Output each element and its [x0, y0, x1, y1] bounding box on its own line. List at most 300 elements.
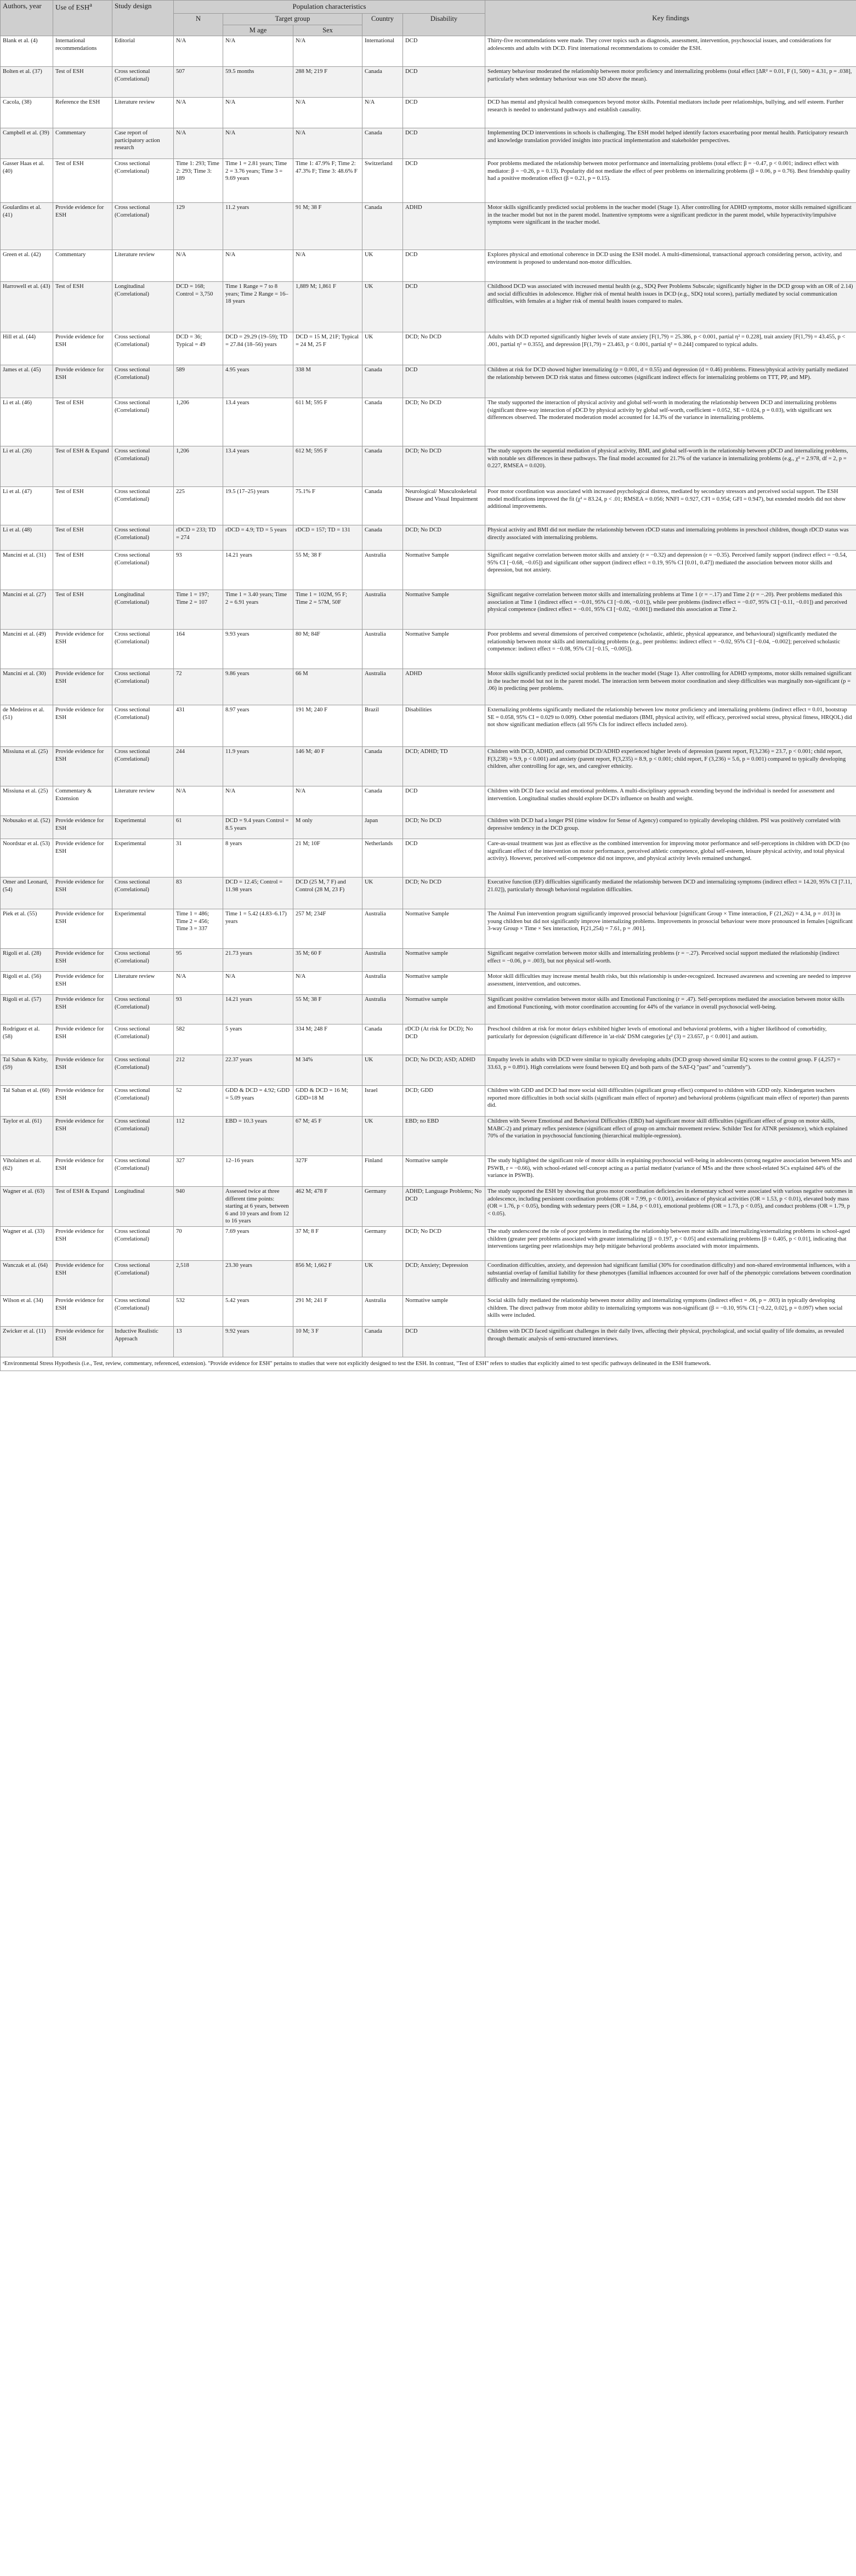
table-row [1, 590, 856, 630]
cell-key-findings: Children with GDD and DCD had more social skill difficulties (significant group effect) compared to children with GDD only. Kindergarten teachers reported more difficulties in both social skills (significant main effect of reporter) and behavioral problems (significant main effect of reporter) than parents did. [485, 1086, 856, 1117]
cell-study-design: Cross sectional (Correlational) [112, 877, 174, 909]
cell-n: 93 [174, 551, 223, 590]
cell-m-age: 8.97 years [223, 705, 293, 747]
cell-study-design: Cross sectional (Correlational) [112, 747, 174, 786]
cell-use-of-esh: Test of ESH [53, 590, 112, 630]
cell-country: Canada [362, 525, 403, 551]
cell-n: Time 1 = 197; Time 2 = 107 [174, 590, 223, 630]
cell-n: 61 [174, 816, 223, 839]
cell-authors: Cacola, (38) [1, 98, 53, 128]
cell-m-age: DCD = 29.29 (19–59); TD = 27.84 (18–56) years [223, 332, 293, 365]
cell-sex: 856 M; 1,662 F [293, 1260, 362, 1295]
cell-m-age: Time 1 = 2.81 years; Time 2 = 3.76 years; Time 3 = 9.69 years [223, 159, 293, 203]
table-row [1, 159, 856, 203]
cell-key-findings: The study supports the sequential mediation of physical activity, BMI, and global self-worth in the relationship between pDCD and internalizing problems, with notable sex differences in these pathways. The final model accounted for 21.7% of the variance in internalizing problems (e.g., χ² = 2.978, df = 2, p = 0.227, RMSEA = 0.020). [485, 446, 856, 487]
cell-n: Time 1: 293; Time 2: 293; Time 3: 189 [174, 159, 223, 203]
cell-disability: DCD; No DCD [403, 332, 485, 365]
cell-n: N/A [174, 128, 223, 159]
cell-use-of-esh: Provide evidence for ESH [53, 972, 112, 995]
cell-use-of-esh: Test of ESH [53, 487, 112, 525]
cell-key-findings: The Animal Fun intervention program significantly improved prosocial behaviour [significant Group × Time interaction, F (21,262) = 4.34, p = .013] in young children but did not significantly improve internalizing problems. Improvements in prosocial behaviour were more pronounced in females [significant 3-way Group × Time × Sex interaction, F(21,254) = 7.61, p = .001]. [485, 909, 856, 949]
cell-sex: 291 M; 241 F [293, 1295, 362, 1326]
cell-use-of-esh: Test of ESH [53, 282, 112, 332]
cell-study-design: Longitudinal (Correlational) [112, 282, 174, 332]
cell-key-findings: Thirty-five recommendations were made. They cover topics such as diagnosis, assessment, intervention, psychosocial issues, and considerations for adolescents and adults with DCD. First international recommendations to consider the ESH. [485, 36, 856, 67]
table-row [1, 250, 856, 282]
cell-sex: 75.1% F [293, 487, 362, 525]
cell-authors: Wanczak et al. (64) [1, 1260, 53, 1295]
cell-n: 164 [174, 630, 223, 669]
cell-disability: rDCD (At risk for DCD); No DCD [403, 1024, 485, 1055]
cell-key-findings: Social skills fully mediated the relationship between motor ability and internalizing symptoms (indirect effect = .06, p = .003) in typically developing children. The direct pathway from motor ability to internalizing symptoms was non-significant (β = −0.10, 95% CI [−0.22, 0.02], p = 0.097) when social skills were included. [485, 1295, 856, 1326]
cell-m-age: 14.21 years [223, 551, 293, 590]
cell-m-age: Time 1 = 3.40 years; Time 2 = 6.91 years [223, 590, 293, 630]
cell-study-design: Experimental [112, 839, 174, 877]
cell-key-findings: Executive function (EF) difficulties significantly mediated the relationship between DCD and internalizing symptoms (indirect effect = 14.20, 95% CI [7.11, 21.02]), particularly through behavioral regulation difficulties. [485, 877, 856, 909]
cell-sex: N/A [293, 36, 362, 67]
cell-disability: DCD; No DCD [403, 398, 485, 446]
cell-authors: Nobusako et al. (52) [1, 816, 53, 839]
cell-n: 589 [174, 365, 223, 398]
cell-study-design: Cross sectional (Correlational) [112, 487, 174, 525]
cell-study-design: Cross sectional (Correlational) [112, 1117, 174, 1156]
cell-authors: Li et al. (47) [1, 487, 53, 525]
cell-disability: DCD [403, 786, 485, 816]
header-country: Country [362, 14, 403, 36]
cell-authors: Rigoli et al. (56) [1, 972, 53, 995]
cell-sex: M only [293, 816, 362, 839]
cell-n: 72 [174, 669, 223, 705]
cell-country: UK [362, 1260, 403, 1295]
cell-sex: 35 M; 60 F [293, 949, 362, 972]
cell-authors: Rigoli et al. (28) [1, 949, 53, 972]
cell-m-age: 9.93 years [223, 630, 293, 669]
cell-use-of-esh: Provide evidence for ESH [53, 669, 112, 705]
table-row [1, 203, 856, 250]
table-row [1, 1226, 856, 1260]
cell-key-findings: Preschool children at risk for motor delays exhibited higher levels of emotional and behavioral problems, with a higher likelihood of comorbidity, particularly for depression (significant difference in 'at-risk' DSM categories [χ² (3) = 23.657, p < 0.001] and autism. [485, 1024, 856, 1055]
cell-study-design: Experimental [112, 816, 174, 839]
header-n: N [174, 14, 223, 36]
cell-use-of-esh: Provide evidence for ESH [53, 1295, 112, 1326]
cell-n: 95 [174, 949, 223, 972]
cell-country: Australia [362, 630, 403, 669]
cell-authors: Rigoli et al. (57) [1, 995, 53, 1024]
cell-sex: 257 M; 234F [293, 909, 362, 949]
cell-authors: Wagner et al. (63) [1, 1187, 53, 1227]
cell-key-findings: Significant negative correlation between motor skills and anxiety (r = −0.32) and depression (r = −0.35). Perceived family support (indirect effect = −0.54, 95% CI [−0.68, −0.05]) and significant other support (indirect effect = 0.19, 95% CI [0.01, 0.47]) mediated the association between motor skills and depression, but not anxiety. [485, 551, 856, 590]
cell-authors: Li et al. (46) [1, 398, 53, 446]
cell-m-age: DCD = 9.4 years Control = 8.5 years [223, 816, 293, 839]
cell-disability: DCD [403, 36, 485, 67]
cell-m-age: 21.73 years [223, 949, 293, 972]
table-row [1, 36, 856, 67]
cell-sex: 327F [293, 1156, 362, 1187]
cell-key-findings: Explores physical and emotional coherence in DCD using the ESH model. A multi-dimensional, transactional approach considering person, activity, and environment is proposed to understand non-motor difficulties. [485, 250, 856, 282]
cell-m-age: N/A [223, 972, 293, 995]
cell-disability: ADHD [403, 203, 485, 250]
cell-disability: Normative Sample [403, 909, 485, 949]
cell-country: Australia [362, 1295, 403, 1326]
cell-sex: 612 M; 595 F [293, 446, 362, 487]
cell-key-findings: Physical activity and BMI did not mediate the relationship between rDCD status and internalizing problems in preschool children, though rDCD status was directly associated with internalizing problems. [485, 525, 856, 551]
cell-disability: DCD; Anxiety; Depression [403, 1260, 485, 1295]
cell-disability: DCD; No DCD [403, 877, 485, 909]
cell-authors: Goulardins et al. (41) [1, 203, 53, 250]
cell-use-of-esh: Test of ESH [53, 67, 112, 98]
cell-m-age: GDD & DCD = 4.92; GDD = 5.09 years [223, 1086, 293, 1117]
cell-authors: Mancini et al. (49) [1, 630, 53, 669]
table-body [1, 36, 856, 1357]
cell-key-findings: Children with DCD, ADHD, and comorbid DCD/ADHD experienced higher levels of depression (parent report, F(3,236) = 23.7, p < 0.001; child report, F(3,238) = 9.9, p < 0.001) and anxiety (parent report, F(3,235) = 8.9, p < 0.001; child report, F (3,236) = 5.6, p = 0.001) compared to typically developing children, after controlling for age, sex, and caregiver ethnicity. [485, 747, 856, 786]
cell-authors: Tal Saban et al. (60) [1, 1086, 53, 1117]
cell-use-of-esh: Provide evidence for ESH [53, 877, 112, 909]
cell-sex: N/A [293, 128, 362, 159]
cell-study-design: Experimental [112, 909, 174, 949]
table-row [1, 128, 856, 159]
cell-country: Canada [362, 365, 403, 398]
cell-country: Australia [362, 551, 403, 590]
cell-m-age: N/A [223, 128, 293, 159]
table-header [1, 1, 856, 36]
cell-country: Canada [362, 1024, 403, 1055]
cell-authors: Missiuna et al. (25) [1, 747, 53, 786]
cell-key-findings: The study supported the interaction of physical activity and global self-worth in moderating the relationship between DCD and internalizing problems (significant three-way interaction of pDCD by physical activity by global self-worth, coefficient = 0.052, SE = 0.024, p = 0.03), with significant sex differences observed. The moderated moderation model accounted for 14.3% of the variance in internalizing problems. [485, 398, 856, 446]
cell-sex: 55 M; 38 F [293, 995, 362, 1024]
cell-disability: Normative Sample [403, 551, 485, 590]
cell-key-findings: Coordination difficulties, anxiety, and depression had significant familial (30% for coordination difficulty) and non-shared environmental influences, with a substantial overlap of familial liability for these phenotypes (familial influences accounted for over half of the phenotypic correlations between coordination difficulty and internalizing symptoms). [485, 1260, 856, 1295]
cell-authors: Li et al. (48) [1, 525, 53, 551]
cell-key-findings: Empathy levels in adults with DCD were similar to typically developing adults (DCD group showed similar EQ scores to the control group. F (4,257) = 33.63, p = 0.891). High correlations were found between EQ and both parts of the SAT-Q "past" and "currently"). [485, 1055, 856, 1086]
cell-m-age: DCD = 12.45; Control = 11.98 years [223, 877, 293, 909]
cell-sex: 21 M; 10F [293, 839, 362, 877]
cell-study-design: Longitudinal [112, 1187, 174, 1227]
cell-authors: Taylor et al. (61) [1, 1117, 53, 1156]
cell-m-age: N/A [223, 36, 293, 67]
header-population-characteristics: Population characteristics [174, 1, 485, 14]
cell-n: 212 [174, 1055, 223, 1086]
cell-authors: Mancini et al. (31) [1, 551, 53, 590]
cell-key-findings: Significant negative correlation between motor skills and internalizing problems at Time 1 (r = −.17) and Time 2 (r = −.20). Peer problems mediated this association at Time 1 (indirect effect = −0.01, 95% CI [−0.06, −0.01]), while peer problems (indirect effect = −0.07, 95% CI [−0.11, −0.01]) and perceived physical competence (indirect effect = −0.01, 95% CI [−0.02, −0.001]) mediated this association at Time 2. [485, 590, 856, 630]
cell-use-of-esh: Test of ESH [53, 525, 112, 551]
cell-n: 532 [174, 1295, 223, 1326]
cell-sex: Time 1 = 102M, 95 F; Time 2 = 57M, 50F [293, 590, 362, 630]
cell-study-design: Cross sectional (Correlational) [112, 1086, 174, 1117]
cell-sex: 288 M; 219 F [293, 67, 362, 98]
cell-disability: DCD; ADHD; TD [403, 747, 485, 786]
cell-country: Canada [362, 128, 403, 159]
cell-n: N/A [174, 98, 223, 128]
cell-m-age: N/A [223, 250, 293, 282]
cell-study-design: Inductive Realistic Approach [112, 1326, 174, 1357]
cell-use-of-esh: Test of ESH [53, 551, 112, 590]
cell-use-of-esh: Provide evidence for ESH [53, 1226, 112, 1260]
cell-key-findings: Childhood DCD was associated with increased mental health (e.g., SDQ Peer Problems Subscale; significantly higher in the DCD group with an OR of 2.14) and social difficulties in adolescence. Higher risk of mental health issues in DCD (e.g., SDQ total scores), partially mediated by social communication difficulties, with females at a higher risk of mental health issues compared to males. [485, 282, 856, 332]
cell-country: Canada [362, 487, 403, 525]
cell-m-age: Time 1 Range = 7 to 8 years; Time 2 Range = 16–18 years [223, 282, 293, 332]
cell-m-age: 5 years [223, 1024, 293, 1055]
cell-country: Australia [362, 995, 403, 1024]
cell-study-design: Cross sectional (Correlational) [112, 446, 174, 487]
cell-use-of-esh: Provide evidence for ESH [53, 1326, 112, 1357]
cell-sex: 55 M; 38 F [293, 551, 362, 590]
cell-authors: de Medeiros et al. (51) [1, 705, 53, 747]
table-row [1, 1024, 856, 1055]
cell-country: Canada [362, 446, 403, 487]
cell-use-of-esh: Test of ESH & Expand [53, 1187, 112, 1227]
cell-key-findings: Externalizing problems significantly mediated the relationship between low motor proficiency and internalizing problems (indirect effect = 0.01, bootstrap SE = 0.058, 95% CI = 0.029 to 0.009). Other potential mediators (BMI, physical activity, self efficacy, perceived social stress, physical fitness, HRQOL) did not show significant mediation effects (all 95% CIs for indirect effects included zero). [485, 705, 856, 747]
cell-n: 2,518 [174, 1260, 223, 1295]
cell-authors: Blank et al. (4) [1, 36, 53, 67]
cell-m-age: 12–16 years [223, 1156, 293, 1187]
cell-use-of-esh: Provide evidence for ESH [53, 630, 112, 669]
cell-country: UK [362, 250, 403, 282]
cell-disability: DCD [403, 282, 485, 332]
cell-key-findings: Care-as-usual treatment was just as effective as the combined intervention for improving motor performance and self-perceptions in children with DCD (no significant effect of the intervention on motor performance, perceived athletic competence, global self-esteem, leisure physical activity, and total physical activity). However, perceived self-competence did not improve, and physical activity levels remained unchanged. [485, 839, 856, 877]
table-footnote: ᵃEnvironmental Stress Hypothesis (i.e., Test, review, commentary, referenced, extension). "Provide evidence for ESH" pertains to studies that were not explicitly designed to test the ESH. In contrast, "Test of ESH" refers to studies that explicitly aimed to test specific pathways delineated in the ESH framework. [1, 1357, 856, 1371]
cell-disability: Disabilities [403, 705, 485, 747]
cell-authors: Hill et al. (44) [1, 332, 53, 365]
cell-m-age: Assessed twice at three different time points: starting at 6 years, between 6 and 10 years and from 12 to 16 years [223, 1187, 293, 1227]
cell-sex: 338 M [293, 365, 362, 398]
cell-disability: DCD [403, 250, 485, 282]
cell-country: UK [362, 877, 403, 909]
cell-m-age: 7.69 years [223, 1226, 293, 1260]
cell-m-age: 22.37 years [223, 1055, 293, 1086]
cell-use-of-esh: Provide evidence for ESH [53, 1086, 112, 1117]
cell-country: Canada [362, 747, 403, 786]
cell-disability: DCD [403, 159, 485, 203]
cell-n: 31 [174, 839, 223, 877]
header-authors: Authors, year [1, 1, 53, 36]
cell-authors: Tal Saban & Kirby, (59) [1, 1055, 53, 1086]
cell-sex: N/A [293, 786, 362, 816]
cell-key-findings: Motor skill difficulties may increase mental health risks, but this relationship is under-recognized. Increased awareness and screening are needed to improve assessment, intervention, and outcomes. [485, 972, 856, 995]
cell-disability: DCD; No DCD [403, 446, 485, 487]
cell-country: Canada [362, 67, 403, 98]
cell-authors: Wilson et al. (34) [1, 1295, 53, 1326]
cell-use-of-esh: International recommendations [53, 36, 112, 67]
cell-authors: Campbell et al. (39) [1, 128, 53, 159]
cell-country: UK [362, 1055, 403, 1086]
cell-country: Australia [362, 949, 403, 972]
cell-study-design: Editorial [112, 36, 174, 67]
cell-country: Japan [362, 816, 403, 839]
cell-study-design: Cross sectional (Correlational) [112, 365, 174, 398]
table-row [1, 332, 856, 365]
cell-use-of-esh: Provide evidence for ESH [53, 332, 112, 365]
cell-n: 129 [174, 203, 223, 250]
cell-key-findings: Children at risk for DCD showed higher internalizing (p = 0.001, d = 0.55) and depression (d = 0.46) problems. Fitness/physical activity partially mediated the relationship between DCD risk status and fitness outcomes (significant indirect effects for internalizing problems on TTT, PP, and MP). [485, 365, 856, 398]
table-row [1, 669, 856, 705]
cell-n: 244 [174, 747, 223, 786]
cell-country: UK [362, 1117, 403, 1156]
cell-authors: Wagner et al. (33) [1, 1226, 53, 1260]
header-sex: Sex [293, 25, 362, 36]
cell-use-of-esh: Reference the ESH [53, 98, 112, 128]
cell-country: International [362, 36, 403, 67]
cell-study-design: Cross sectional (Correlational) [112, 669, 174, 705]
cell-authors: Omer and Leonard, (54) [1, 877, 53, 909]
table-row [1, 487, 856, 525]
cell-sex: N/A [293, 250, 362, 282]
table-row [1, 630, 856, 669]
cell-sex: 91 M; 38 F [293, 203, 362, 250]
cell-key-findings: DCD has mental and physical health consequences beyond motor skills. Potential mediators include peer relationships, bullying, and self esteem. Further research is needed to understand pathways and establish causality. [485, 98, 856, 128]
cell-n: 327 [174, 1156, 223, 1187]
table-row [1, 1260, 856, 1295]
cell-authors: Gasser Haas et al. (40) [1, 159, 53, 203]
cell-use-of-esh: Provide evidence for ESH [53, 839, 112, 877]
cell-study-design: Cross sectional (Correlational) [112, 398, 174, 446]
cell-authors: Zwicker et al. (11) [1, 1326, 53, 1357]
cell-n: 1,206 [174, 398, 223, 446]
table-row [1, 949, 856, 972]
table-row [1, 1295, 856, 1326]
cell-study-design: Cross sectional (Correlational) [112, 203, 174, 250]
cell-sex: Time 1: 47.9% F; Time 2: 47.3% F; Time 3: 48.6% F [293, 159, 362, 203]
cell-study-design: Cross sectional (Correlational) [112, 1156, 174, 1187]
cell-authors: Noordstar et al. (53) [1, 839, 53, 877]
cell-n: 112 [174, 1117, 223, 1156]
cell-use-of-esh: Provide evidence for ESH [53, 1055, 112, 1086]
header-m-age: M age [223, 25, 293, 36]
cell-key-findings: Adults with DCD reported significantly higher levels of state anxiety [F(1,79) = 25.386, p < 0.001, partial η² = 0.228], trait anxiety [F(1,79) = 43.455, p < .001, partial η² = 0.355], and depression [F(1,79) = 23.463, p < 0.001, partial η² = 0.244] compared to typical adults. [485, 332, 856, 365]
cell-use-of-esh: Commentary [53, 250, 112, 282]
cell-m-age: 14.21 years [223, 995, 293, 1024]
cell-study-design: Literature review [112, 786, 174, 816]
cell-m-age: 13.4 years [223, 398, 293, 446]
table-row [1, 1117, 856, 1156]
cell-country: UK [362, 282, 403, 332]
cell-n: 507 [174, 67, 223, 98]
cell-disability: EBD; no EBD [403, 1117, 485, 1156]
cell-key-findings: Poor problems and several dimensions of perceived competence (scholastic, athletic, physical appearance, and behavioural) significantly mediated the relationship between motor skills and internalizing problems (e.g., peer problems: indirect effect = −0.02, 95% CI [−0.04, −0.002]; perceived scholastic competence: indirect effect = −0.08, 95% CI [−0.15, −0.005]). [485, 630, 856, 669]
cell-disability: Normative sample [403, 995, 485, 1024]
table-row [1, 909, 856, 949]
cell-authors: Bolten et al. (37) [1, 67, 53, 98]
cell-study-design: Cross sectional (Correlational) [112, 525, 174, 551]
cell-study-design: Cross sectional (Correlational) [112, 1260, 174, 1295]
cell-m-age: 9.92 years [223, 1326, 293, 1357]
cell-key-findings: Motor skills significantly predicted social problems in the teacher model (Stage 1). After controlling for ADHD symptoms, motor skills remained significant in the teacher model but not in the parent model. Inattentive symptoms were a significant predictor in the parent model, while hyperactivity/impulsive symptoms were significant in the teacher model. [485, 203, 856, 250]
cell-m-age: EBD = 10.3 years [223, 1117, 293, 1156]
table-row [1, 525, 856, 551]
cell-n: 940 [174, 1187, 223, 1227]
cell-country: Canada [362, 398, 403, 446]
table-row [1, 1326, 856, 1357]
cell-m-age: 9.86 years [223, 669, 293, 705]
cell-key-findings: The study underscored the role of poor problems in mediating the relationship between motor skills and internalizing/externalizing problems in school-aged children (greater peer problems associated with greater internalizing [β = 0.197, p < 0.05] and externalizing problems [β = 0.405, p < 0.01], indicating that interventions targeting peer relationships may help mitigate behavioral problems associated with motor impairments. [485, 1226, 856, 1260]
cell-country: Canada [362, 203, 403, 250]
cell-authors: Li et al. (26) [1, 446, 53, 487]
cell-n: 225 [174, 487, 223, 525]
cell-sex: 462 M; 478 F [293, 1187, 362, 1227]
cell-disability: Normative Sample [403, 590, 485, 630]
cell-country: Israel [362, 1086, 403, 1117]
cell-key-findings: Children with DCD face social and emotional problems. A multi-disciplinary approach extending beyond the individual is needed for assessment and intervention. Longitudinal studies should explore DCD's influence on health and weight. [485, 786, 856, 816]
table-row [1, 67, 856, 98]
cell-use-of-esh: Test of ESH [53, 159, 112, 203]
cell-m-age: Time 1 = 5.42 (4.83–6.17) years [223, 909, 293, 949]
cell-disability: DCD; No DCD [403, 525, 485, 551]
cell-m-age: 8 years [223, 839, 293, 877]
cell-sex: rDCD = 157; TD = 131 [293, 525, 362, 551]
cell-use-of-esh: Provide evidence for ESH [53, 995, 112, 1024]
cell-key-findings: Implementing DCD interventions in schools is challenging. The ESH model helped identify factors exacerbating poor mental health. Participatory research and knowledge translation provided insights into practical implementation and stakeholder perspectives. [485, 128, 856, 159]
cell-country: Germany [362, 1226, 403, 1260]
table-row [1, 398, 856, 446]
cell-n: 582 [174, 1024, 223, 1055]
cell-country: Switzerland [362, 159, 403, 203]
cell-key-findings: Children with Severe Emotional and Behavioral Difficulties (EBD) had significant motor skill difficulties (significant effect of group on motor skills, MABC-2) and primary reflex persistence (significant effect of group on armchair movement review. Schilder Test for ATNR persistence), which explained 70% of the variation in psychosocial functioning (hierarchical multiple-regression). [485, 1117, 856, 1156]
cell-m-age: 13.4 years [223, 446, 293, 487]
cell-use-of-esh: Provide evidence for ESH [53, 1260, 112, 1295]
cell-disability: DCD [403, 365, 485, 398]
table-row [1, 877, 856, 909]
cell-disability: DCD [403, 1326, 485, 1357]
cell-n: 83 [174, 877, 223, 909]
cell-disability: Neurological/ Musculoskeletal Disease and Visual Impairment [403, 487, 485, 525]
cell-m-age: 11.2 years [223, 203, 293, 250]
cell-n: 1,206 [174, 446, 223, 487]
cell-m-age: 19.5 (17–25) years [223, 487, 293, 525]
table-row [1, 839, 856, 877]
cell-m-age: 59.5 months [223, 67, 293, 98]
cell-sex: 80 M; 84F [293, 630, 362, 669]
cell-use-of-esh: Test of ESH & Expand [53, 446, 112, 487]
cell-key-findings: The study supported the ESH by showing that gross motor coordination deficiencies in elementary school were associated with various negative outcomes in adolescence, including persistent coordination problems (OR = 7.99, p < 0.001), avoidance of physical activities (OR = 1.53, p < 0.01), elevated body mass (OR = 1.76, p < 0.05), bonding with sedentary peers (OR = 1.84, p < 0.01), emotional problems (OR = 1.73, p < 0.05), and conduct problems (OR = 1.79, p < 0.05). [485, 1187, 856, 1227]
cell-study-design: Cross sectional (Correlational) [112, 1024, 174, 1055]
cell-study-design: Cross sectional (Correlational) [112, 995, 174, 1024]
cell-disability: DCD [403, 67, 485, 98]
cell-study-design: Case report of participatory action research [112, 128, 174, 159]
cell-n: DCD = 36; Typical = 49 [174, 332, 223, 365]
cell-country: Canada [362, 1326, 403, 1357]
cell-use-of-esh: Provide evidence for ESH [53, 747, 112, 786]
table-row [1, 786, 856, 816]
cell-authors: Harrowell et al. (43) [1, 282, 53, 332]
cell-study-design: Literature review [112, 972, 174, 995]
cell-authors: Missiuna et al. (25) [1, 786, 53, 816]
table-row [1, 282, 856, 332]
cell-authors: Piek et al. (55) [1, 909, 53, 949]
cell-n: 93 [174, 995, 223, 1024]
cell-disability: ADHD [403, 669, 485, 705]
cell-sex: 146 M; 40 F [293, 747, 362, 786]
cell-sex: 611 M; 595 F [293, 398, 362, 446]
cell-sex: 37 M; 8 F [293, 1226, 362, 1260]
cell-m-age: N/A [223, 98, 293, 128]
table-row [1, 705, 856, 747]
cell-study-design: Cross sectional (Correlational) [112, 705, 174, 747]
cell-study-design: Cross sectional (Correlational) [112, 551, 174, 590]
cell-disability: Normative sample [403, 1295, 485, 1326]
header-use-of-esh: Use of ESH$^a$ [53, 1, 112, 36]
cell-n: 431 [174, 705, 223, 747]
cell-disability: Normative sample [403, 1156, 485, 1187]
table-row [1, 551, 856, 590]
cell-disability: Normative Sample [403, 630, 485, 669]
cell-sex: M 34% [293, 1055, 362, 1086]
cell-use-of-esh: Commentary & Extension [53, 786, 112, 816]
table-row [1, 1086, 856, 1117]
header-key-findings: Key findings [485, 1, 856, 36]
cell-authors: Mancini et al. (27) [1, 590, 53, 630]
cell-study-design: Cross sectional (Correlational) [112, 67, 174, 98]
cell-country: Brazil [362, 705, 403, 747]
cell-m-age: 23.30 years [223, 1260, 293, 1295]
